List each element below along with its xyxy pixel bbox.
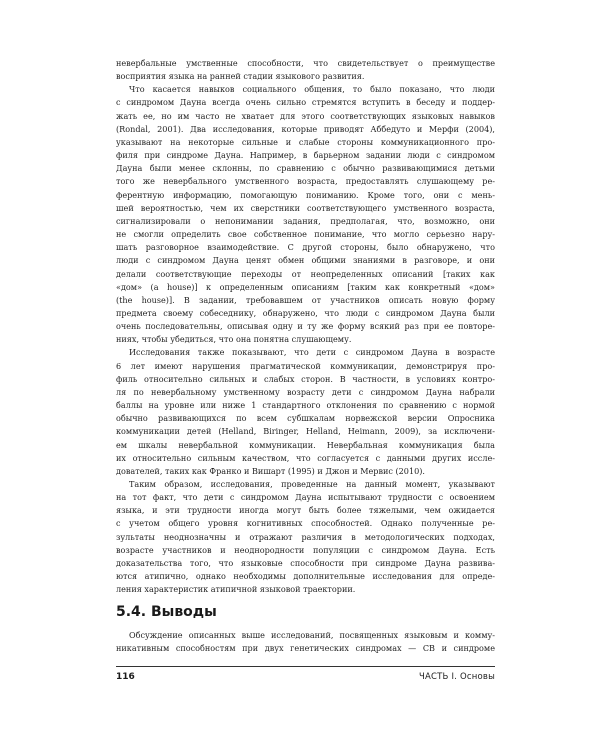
text-line: ниях, чтобы убедиться, что она понятна слушающему. bbox=[116, 334, 352, 345]
text-line: жать ее, но им часто не хватает для этого соответствующих языковых навыков bbox=[116, 110, 495, 121]
text-line: сигнализировали о непонимании задания, предполагая, что, возможно, они bbox=[116, 215, 495, 226]
text-line: очень последовательны, описывая одну и ту же форму всякий раз при ее повторе- bbox=[116, 321, 495, 332]
page-number: 116 bbox=[116, 672, 135, 682]
body-text bbox=[116, 57, 495, 596]
text-line: возрасте участников и неоднородности популяции с синдромом Дауна. Есть bbox=[116, 544, 495, 555]
text-line: предмета своему собеседнику, обнаружено, что люди с синдромом Дауна были bbox=[116, 307, 495, 318]
running-footer-part-title: ЧАСТЬ I. Основы bbox=[418, 672, 495, 682]
text-line: ем шкалы невербальной коммуникации. Невербальная коммуникация была bbox=[116, 439, 495, 450]
text-line: ля по невербальному умственному возрасту дети с синдромом Дауна набрали bbox=[116, 386, 495, 397]
text-line: ферентную информацию, помогающую пониманию. Кроме того, они с мень- bbox=[116, 189, 495, 200]
text-line: того же невербального умственного возраста, предоставлять слушающему ре- bbox=[116, 176, 495, 187]
paragraph-start-line: Обсуждение описанных выше исследований, посвященных языковым и комму- bbox=[129, 630, 495, 640]
paragraph-start-line: Таким образом, исследования, проведенные на данный момент, указывают bbox=[129, 479, 495, 489]
text-line: доказательства того, что языковые способности при синдроме Дауна развива- bbox=[116, 557, 495, 568]
text-line: делали соответствующие переходы от неопределенных описаний [таких как bbox=[116, 268, 495, 279]
text-line: 6 лет имеют нарушения прагматической коммуникации, демонстрируя про- bbox=[116, 360, 495, 371]
footer-divider bbox=[116, 666, 495, 667]
text-line: не смогли определить свое собственное понимание, что могло серьезно нару- bbox=[116, 229, 495, 240]
text-line: филя при синдроме Дауна. Например, в барьерном задании люди с синдромом bbox=[116, 150, 495, 161]
text-line: обычно развивающихся по всем субшкалам норвежской версии Опросника bbox=[116, 413, 495, 424]
text-line: шать разговорное взаимодействие. С другой стороны, было обнаружено, что bbox=[116, 242, 495, 253]
text-line: на тот факт, что дети с синдромом Дауна испытывают трудности с освоением bbox=[116, 492, 495, 503]
text-line: (the house)]. В задании, требовавшем от участников описать новую форму bbox=[116, 294, 495, 305]
text-line: языка, и эти трудности иногда могут быть более тяжелыми, чем ожидается bbox=[116, 505, 495, 516]
text-line: зультаты неоднозначны и отражают различия в методологических подходах, bbox=[116, 531, 495, 542]
text-line: с синдромом Дауна всегда очень сильно стремятся вступить в беседу и поддер- bbox=[116, 97, 495, 108]
section-body-text bbox=[116, 629, 495, 655]
text-line: указывают на некоторые сильные и слабые стороны коммуникационного про- bbox=[116, 136, 495, 147]
text-line: (Rondal, 2001). Два исследования, которые приводят Аббедуто и Мерфи (2004), bbox=[116, 123, 495, 134]
text-line: с учетом общего уровня когнитивных способностей. Однако полученные ре- bbox=[116, 518, 495, 529]
paragraph-start-line: Что касается навыков социального общения, то было показано, что люди bbox=[129, 84, 495, 95]
text-line: их относительно сильным качеством, что согласуется с данными других иссле- bbox=[116, 452, 495, 463]
text-line: ления характеристик атипичной языковой траектории. bbox=[116, 584, 356, 595]
text-line: коммуникации детей (Helland, Biringer, Helland, Heimann, 2009), за исключени- bbox=[116, 426, 495, 437]
section-heading: 5.4. Выводы bbox=[116, 604, 217, 620]
text-line: баллы на уровне или ниже 1 стандартного отклонения по сравнению с нормой bbox=[116, 400, 495, 411]
text-line: Дауна были менее склонны, по сравнению с обычно развивающимися детьми bbox=[116, 163, 495, 174]
text-line: никативным способностям при двух генетических синдромах — СВ и синдроме bbox=[116, 643, 495, 654]
paragraph-start-line: Исследования также показывают, что дети с синдромом Дауна в возрасте bbox=[129, 347, 495, 358]
text-line: восприятия языка на ранней стадии языкового развития. bbox=[116, 71, 365, 82]
text-line: невербальные умственные способности, что свидетельствует о преимуществе bbox=[116, 58, 495, 68]
text-line: шей вероятностью, чем их сверстники соответствующего умственного возраста, bbox=[116, 202, 495, 213]
text-line: люди с синдромом Дауна ценят обмен общими знаниями в разговоре, и они bbox=[116, 255, 495, 266]
text-line: дователей, таких как Франко и Вишарт (1995) и Джон и Мервис (2010). bbox=[116, 465, 425, 476]
text-line: «дом» (a house)] к определенным описаниям [таким как конкретный «дом» bbox=[116, 281, 495, 292]
text-line: ются атипично, однако необходимы дополнительные исследования для опреде- bbox=[116, 571, 495, 582]
text-line: филь относительно сильных и слабых сторон. В частности, в условиях контро- bbox=[116, 373, 495, 384]
